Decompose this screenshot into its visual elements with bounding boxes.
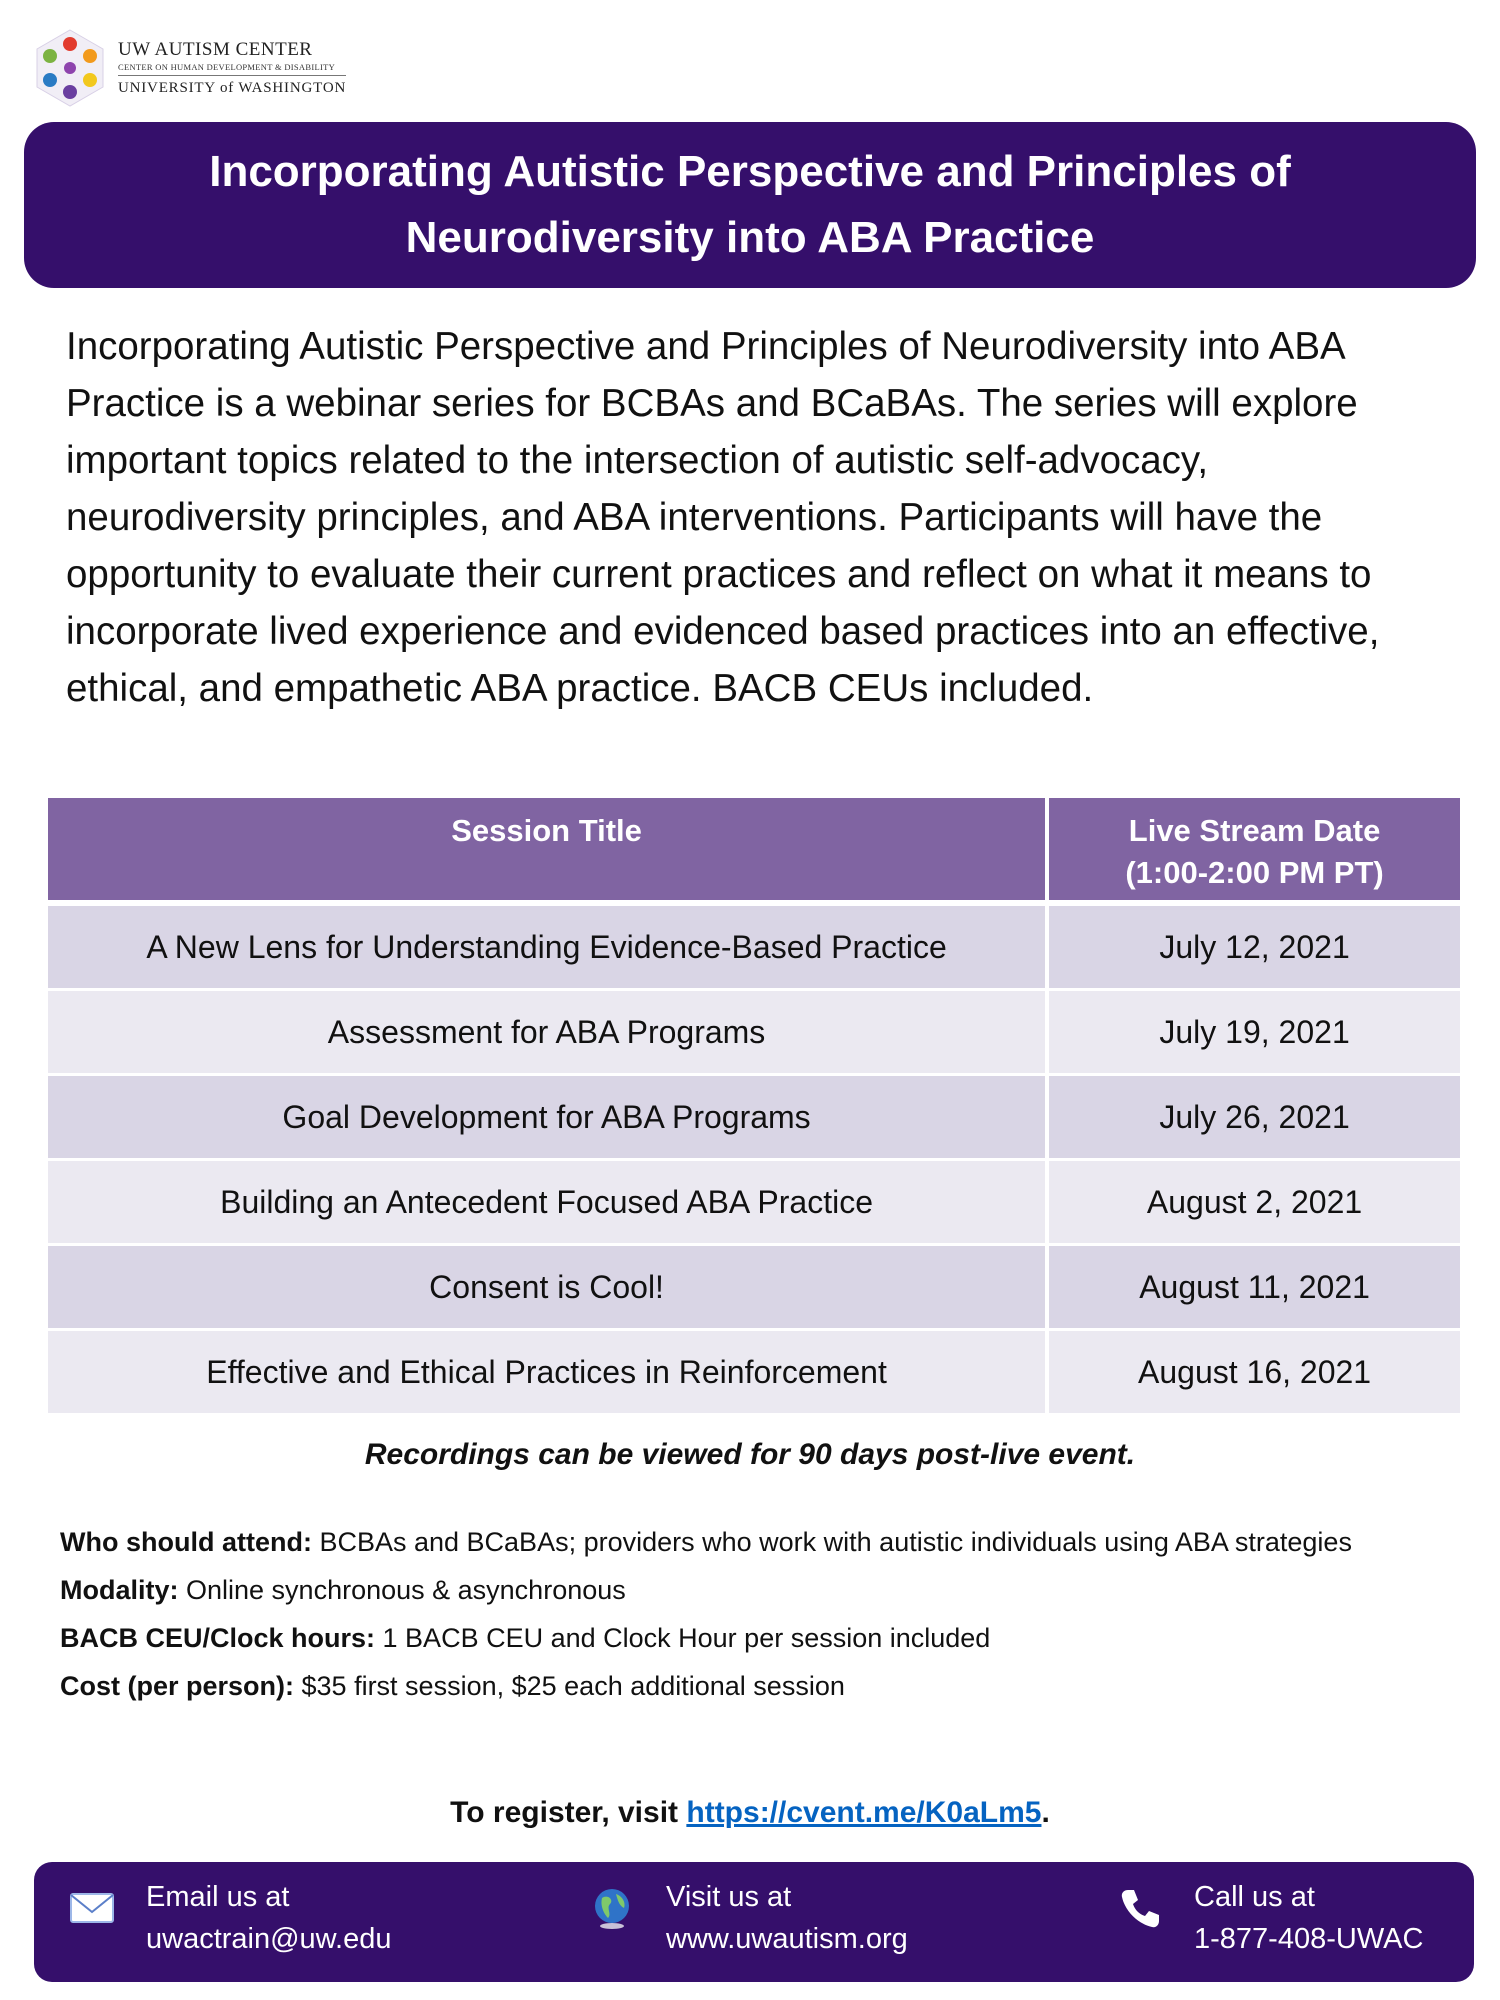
phone-icon xyxy=(1116,1884,1164,1932)
globe-icon xyxy=(588,1884,636,1932)
session-date-cell: July 12, 2021 xyxy=(1049,906,1460,991)
table-row xyxy=(48,1161,1460,1246)
contact-phone[interactable] xyxy=(1116,1876,1423,1960)
session-title-cell: Consent is Cool! xyxy=(48,1246,1049,1331)
detail-value: $35 first session, $25 each additional session xyxy=(294,1671,845,1701)
phone-label: Call us at xyxy=(1194,1881,1315,1913)
register-line xyxy=(0,1796,1500,1830)
title-banner xyxy=(24,122,1476,288)
session-date-cell: August 2, 2021 xyxy=(1049,1161,1460,1246)
table-row xyxy=(48,991,1460,1076)
detail-who-should-attend xyxy=(60,1522,1440,1562)
detail-value: Online synchronous & asynchronous xyxy=(178,1575,626,1605)
table-row xyxy=(48,1331,1460,1416)
session-date-cell: August 16, 2021 xyxy=(1049,1331,1460,1416)
email-label: Email us at xyxy=(146,1881,290,1913)
email-address[interactable]: uwactrain@uw.edu xyxy=(146,1923,392,1955)
session-date-cell: August 11, 2021 xyxy=(1049,1246,1460,1331)
session-title-cell: Building an Antecedent Focused ABA Practice xyxy=(48,1161,1049,1246)
table-row xyxy=(48,1076,1460,1161)
contact-footer xyxy=(34,1862,1474,1982)
website-url[interactable]: www.uwautism.org xyxy=(666,1923,908,1955)
session-title-cell: Effective and Ethical Practices in Reinforcement xyxy=(48,1331,1049,1416)
session-date-cell: July 26, 2021 xyxy=(1049,1076,1460,1161)
recordings-note: Recordings can be viewed for 90 days post-live event. xyxy=(364,1438,1136,1471)
table-row xyxy=(48,1246,1460,1331)
column-header-session-title xyxy=(48,798,1049,906)
phone-number[interactable]: 1-877-408-UWAC xyxy=(1194,1923,1424,1955)
detail-value: BCBAs and BCaBAs; providers who work with autistic individuals using ABA strategies xyxy=(311,1527,1352,1557)
detail-ceu-hours xyxy=(60,1618,1440,1658)
envelope-icon xyxy=(68,1884,116,1932)
register-link[interactable]: https://cvent.me/K0aLm5 xyxy=(686,1796,1042,1829)
session-title-cell: Assessment for ABA Programs xyxy=(48,991,1049,1076)
detail-modality xyxy=(60,1570,1440,1610)
detail-cost xyxy=(60,1666,1440,1706)
uw-autism-center-logo xyxy=(30,28,346,108)
logo-university: UNIVERSITY of WASHINGTON xyxy=(118,80,347,97)
page-title: Incorporating Autistic Perspective and Principles of Neurodiversity into ABA Practice xyxy=(209,147,1291,262)
session-date-cell: July 19, 2021 xyxy=(1049,991,1460,1076)
detail-label: Modality: xyxy=(60,1575,179,1605)
register-suffix: . xyxy=(1041,1796,1050,1829)
column-header-live-stream-date xyxy=(1049,798,1460,906)
live-stream-time-header: (1:00-2:00 PM PT) xyxy=(1125,855,1384,890)
logo-subtitle: CENTER ON HUMAN DEVELOPMENT & DISABILITY xyxy=(118,63,346,77)
table-header-row xyxy=(48,798,1460,906)
event-details xyxy=(60,1522,1440,1714)
live-stream-date-header: Live Stream Date xyxy=(1128,813,1381,848)
table-row xyxy=(48,906,1460,991)
session-title-header: Session Title xyxy=(451,813,642,848)
sessions-table xyxy=(48,798,1460,1416)
detail-label: Who should attend: xyxy=(60,1527,312,1557)
logo-icon xyxy=(30,28,110,108)
contact-website[interactable] xyxy=(588,1876,908,1960)
detail-value: 1 BACB CEU and Clock Hour per session included xyxy=(375,1623,991,1653)
detail-label: BACB CEU/Clock hours: xyxy=(60,1623,376,1653)
register-prefix: To register, visit xyxy=(450,1796,687,1829)
logo-title: UW AUTISM CENTER xyxy=(118,38,313,60)
intro-paragraph: Incorporating Autistic Perspective and Principles of Neurodiversity into ABA Practice is a webinar series for BCBAs and BCaBAs. The series will explore important topics related to the intersection of autistic self-advocacy, neurodiversity principles, and ABA interventions. Participants will have the opportunity to evaluate their current practices and reflect on what it means to incorporate lived experience and evidenced based practices into an effective, ethical, and empathetic ABA practice. BACB CEUs included. xyxy=(66,325,1380,710)
session-title-cell: Goal Development for ABA Programs xyxy=(48,1076,1049,1161)
website-label: Visit us at xyxy=(666,1881,792,1913)
session-title-cell: A New Lens for Understanding Evidence-Based Practice xyxy=(48,906,1049,991)
contact-email[interactable] xyxy=(68,1876,391,1960)
detail-label: Cost (per person): xyxy=(60,1671,295,1701)
